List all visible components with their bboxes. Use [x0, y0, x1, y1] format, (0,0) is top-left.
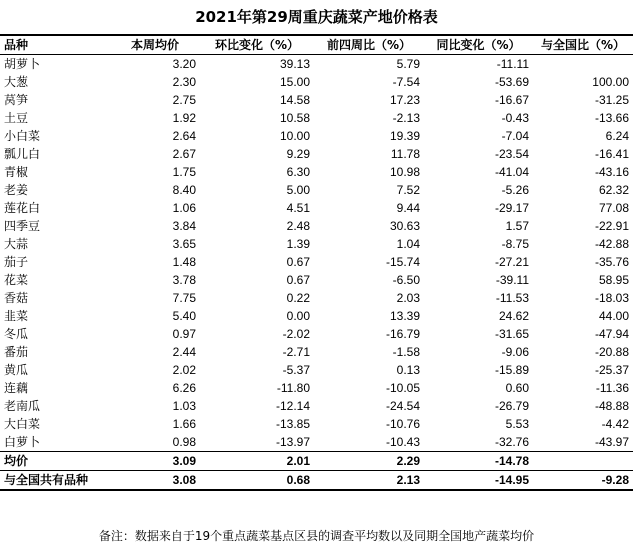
cell-week-change: 0.67: [286, 255, 310, 269]
cell-week-change: 0.68: [200, 471, 314, 491]
cell-yoy: -0.43: [501, 111, 529, 125]
cell-price: 3.78: [172, 273, 196, 287]
cell-week-change: 39.13: [279, 57, 310, 71]
cell-yoy: 0.60: [505, 381, 529, 395]
cell-week-change: 10.00: [279, 129, 310, 143]
cell-variety: 大葱: [4, 75, 29, 89]
cell-price: 6.26: [172, 381, 196, 395]
cell-variety: 连藕: [4, 381, 29, 395]
table-header: [0, 35, 633, 55]
table-row: [0, 307, 633, 325]
cell-national: -35.76: [594, 255, 629, 269]
cell-week-change: 14.58: [279, 93, 310, 107]
table-row: [0, 397, 633, 415]
cell-yoy: -11.11: [496, 57, 529, 71]
header-price: 本周均价: [130, 38, 179, 52]
cell-four-week: 1.04: [396, 237, 420, 251]
table-row: [0, 163, 633, 181]
table-row: [0, 91, 633, 109]
cell-yoy: -23.54: [494, 147, 529, 161]
cell-national: -11.36: [595, 381, 629, 395]
cell-variety: 土豆: [4, 111, 29, 125]
cell-week-change: 5.00: [286, 183, 310, 197]
table-row: [0, 361, 633, 379]
cell-yoy: -53.69: [494, 75, 529, 89]
cell-week-change: -2.02: [282, 327, 310, 341]
table-body: [0, 55, 633, 491]
header-week-change: 环比变化（%）: [214, 38, 300, 52]
cell-four-week: 19.39: [389, 129, 420, 143]
cell-variety: 香菇: [4, 291, 29, 305]
cell-variety: 韭菜: [4, 309, 29, 323]
cell-price: 3.20: [172, 57, 196, 71]
cell-variety: 老南瓜: [4, 399, 41, 413]
cell-variety: 与全国共有品种: [0, 471, 110, 491]
cell-price: 3.08: [110, 471, 200, 491]
cell-variety: 莲花白: [4, 201, 41, 215]
table-row: [0, 253, 633, 271]
cell-national: -22.91: [594, 219, 629, 233]
cell-price: 2.44: [172, 345, 196, 359]
cell-national: 58.95: [598, 273, 629, 287]
cell-national: -31.25: [594, 93, 629, 107]
cell-four-week: 7.52: [396, 183, 420, 197]
cell-price: 5.40: [172, 309, 196, 323]
header-variety: 品种: [4, 38, 29, 52]
cell-four-week: -24.54: [385, 399, 420, 413]
summary-row-average: [0, 452, 633, 471]
cell-price: 7.75: [172, 291, 196, 305]
summary-row-national-common: [0, 471, 633, 491]
table-row: [0, 145, 633, 163]
cell-four-week: 0.13: [396, 363, 420, 377]
cell-price: 1.48: [172, 255, 196, 269]
cell-variety: 大白菜: [4, 417, 41, 431]
cell-price: 2.64: [172, 129, 196, 143]
cell-national: 77.08: [598, 201, 629, 215]
cell-week-change: 1.39: [286, 237, 310, 251]
table-row: [0, 217, 633, 235]
table-row: [0, 325, 633, 343]
cell-variety: 白萝卜: [4, 435, 41, 449]
table-row: [0, 379, 633, 397]
cell-yoy: -39.11: [495, 273, 529, 287]
table-row: [0, 181, 633, 199]
table-row: [0, 199, 633, 217]
cell-variety: 莴笋: [4, 93, 29, 107]
cell-national: [533, 55, 633, 74]
cell-variety: 老姜: [4, 183, 29, 197]
table-row: [0, 109, 633, 127]
cell-week-change: 0.00: [286, 309, 310, 323]
table-row: [0, 127, 633, 145]
cell-national: -43.97: [594, 435, 629, 449]
cell-four-week: -2.13: [392, 111, 420, 125]
cell-price: 1.92: [172, 111, 196, 125]
cell-price: 0.98: [172, 435, 196, 449]
cell-four-week: 10.98: [389, 165, 420, 179]
cell-price: 1.03: [172, 399, 196, 413]
cell-national: -9.28: [533, 471, 633, 491]
cell-price: 8.40: [172, 183, 196, 197]
cell-national: -43.16: [594, 165, 629, 179]
cell-week-change: -11.80: [276, 381, 310, 395]
cell-yoy: -41.04: [494, 165, 529, 179]
cell-week-change: 15.00: [279, 75, 310, 89]
cell-yoy: 1.57: [505, 219, 529, 233]
header-four-week: 前四周比（%）: [326, 38, 412, 52]
cell-price: 1.06: [172, 201, 196, 215]
cell-yoy: -32.76: [494, 435, 529, 449]
cell-four-week: 2.29: [314, 452, 424, 471]
cell-national: -4.42: [601, 417, 629, 431]
footnote: 备注：数据来自于19个重点蔬菜基点区县的调查平均数以及同期全国地产蔬菜均价: [98, 529, 535, 543]
cell-variety: 四季豆: [4, 219, 41, 233]
cell-week-change: -13.97: [275, 435, 310, 449]
cell-national: 44.00: [598, 309, 629, 323]
cell-price: 3.84: [172, 219, 196, 233]
cell-yoy: -15.89: [494, 363, 529, 377]
cell-week-change: 2.01: [200, 452, 314, 471]
cell-national: -13.66: [594, 111, 629, 125]
cell-price: 3.65: [172, 237, 196, 251]
cell-yoy: -29.17: [494, 201, 529, 215]
cell-yoy: 5.53: [505, 417, 529, 431]
cell-national: [533, 452, 633, 471]
price-table: [0, 34, 633, 491]
cell-four-week: -7.54: [392, 75, 420, 89]
cell-four-week: -15.74: [385, 255, 420, 269]
cell-yoy: 24.62: [498, 309, 529, 323]
cell-four-week: -10.05: [385, 381, 420, 395]
header-national: 与全国比（%）: [540, 38, 626, 52]
table-row: [0, 271, 633, 289]
header-yoy: 同比变化（%）: [436, 38, 521, 52]
cell-variety: 花菜: [4, 273, 29, 287]
cell-four-week: 13.39: [389, 309, 420, 323]
cell-variety: 瓢儿白: [4, 147, 41, 161]
cell-four-week: 11.78: [390, 147, 420, 161]
cell-week-change: 0.22: [286, 291, 310, 305]
cell-week-change: 2.48: [286, 219, 310, 233]
table-row: [0, 235, 633, 253]
cell-four-week: 30.63: [389, 219, 420, 233]
cell-price: 2.30: [172, 75, 196, 89]
cell-national: -42.88: [594, 237, 629, 251]
cell-week-change: -2.71: [282, 345, 310, 359]
cell-four-week: 5.79: [396, 57, 420, 71]
cell-yoy: -31.65: [494, 327, 529, 341]
cell-price: 2.02: [172, 363, 196, 377]
cell-price: 1.75: [172, 165, 196, 179]
cell-variety: 番茄: [4, 345, 29, 359]
cell-yoy: -9.06: [501, 345, 529, 359]
cell-national: 62.32: [598, 183, 629, 197]
cell-four-week: 9.44: [396, 201, 420, 215]
cell-variety: 黄瓜: [4, 363, 29, 377]
cell-week-change: 4.51: [286, 201, 310, 215]
cell-variety: 青椒: [4, 165, 29, 179]
cell-four-week: -10.76: [385, 417, 420, 431]
cell-four-week: 2.03: [396, 291, 420, 305]
cell-yoy: -27.21: [494, 255, 529, 269]
cell-variety: 小白菜: [4, 129, 41, 143]
cell-price: 3.09: [110, 452, 200, 471]
cell-yoy: -7.04: [501, 129, 529, 143]
cell-price: 2.75: [172, 93, 196, 107]
cell-variety: 大蒜: [4, 237, 29, 251]
cell-national: -25.37: [594, 363, 629, 377]
cell-week-change: 0.67: [286, 273, 310, 287]
cell-national: -47.94: [594, 327, 629, 341]
table-row: [0, 73, 633, 91]
cell-yoy: -16.67: [494, 93, 529, 107]
cell-yoy: -11.53: [495, 291, 529, 305]
cell-national: -16.41: [594, 147, 629, 161]
cell-national: -18.03: [594, 291, 629, 305]
table-row: [0, 415, 633, 433]
cell-week-change: 9.29: [286, 147, 310, 161]
cell-week-change: -13.85: [275, 417, 310, 431]
page-title: 2021年第29周重庆蔬菜产地价格表: [195, 8, 438, 26]
cell-week-change: 6.30: [286, 165, 310, 179]
cell-variety: 茄子: [4, 255, 29, 269]
cell-price: 0.97: [172, 327, 196, 341]
cell-variety: 均价: [0, 452, 110, 471]
cell-four-week: -1.58: [392, 345, 420, 359]
cell-four-week: -16.79: [385, 327, 420, 341]
cell-four-week: 17.23: [389, 93, 420, 107]
cell-week-change: -5.37: [282, 363, 310, 377]
cell-variety: 冬瓜: [4, 327, 29, 341]
table-row: [0, 289, 633, 307]
table-row: [0, 55, 633, 74]
cell-week-change: 10.58: [279, 111, 310, 125]
cell-national: 6.24: [605, 129, 629, 143]
cell-four-week: 2.13: [314, 471, 424, 491]
cell-national: 100.00: [592, 75, 629, 89]
table-row: [0, 343, 633, 361]
cell-yoy: -14.78: [424, 452, 533, 471]
table-row: [0, 433, 633, 452]
cell-yoy: -8.75: [501, 237, 529, 251]
cell-national: -20.88: [594, 345, 629, 359]
cell-price: 1.66: [172, 417, 196, 431]
cell-price: 2.67: [172, 147, 196, 161]
cell-week-change: -12.14: [275, 399, 310, 413]
cell-yoy: -5.26: [501, 183, 529, 197]
cell-yoy: -14.95: [424, 471, 533, 491]
cell-national: -48.88: [594, 399, 629, 413]
cell-variety: 胡萝卜: [4, 57, 41, 71]
cell-yoy: -26.79: [494, 399, 529, 413]
cell-four-week: -6.50: [392, 273, 420, 287]
cell-four-week: -10.43: [385, 435, 420, 449]
